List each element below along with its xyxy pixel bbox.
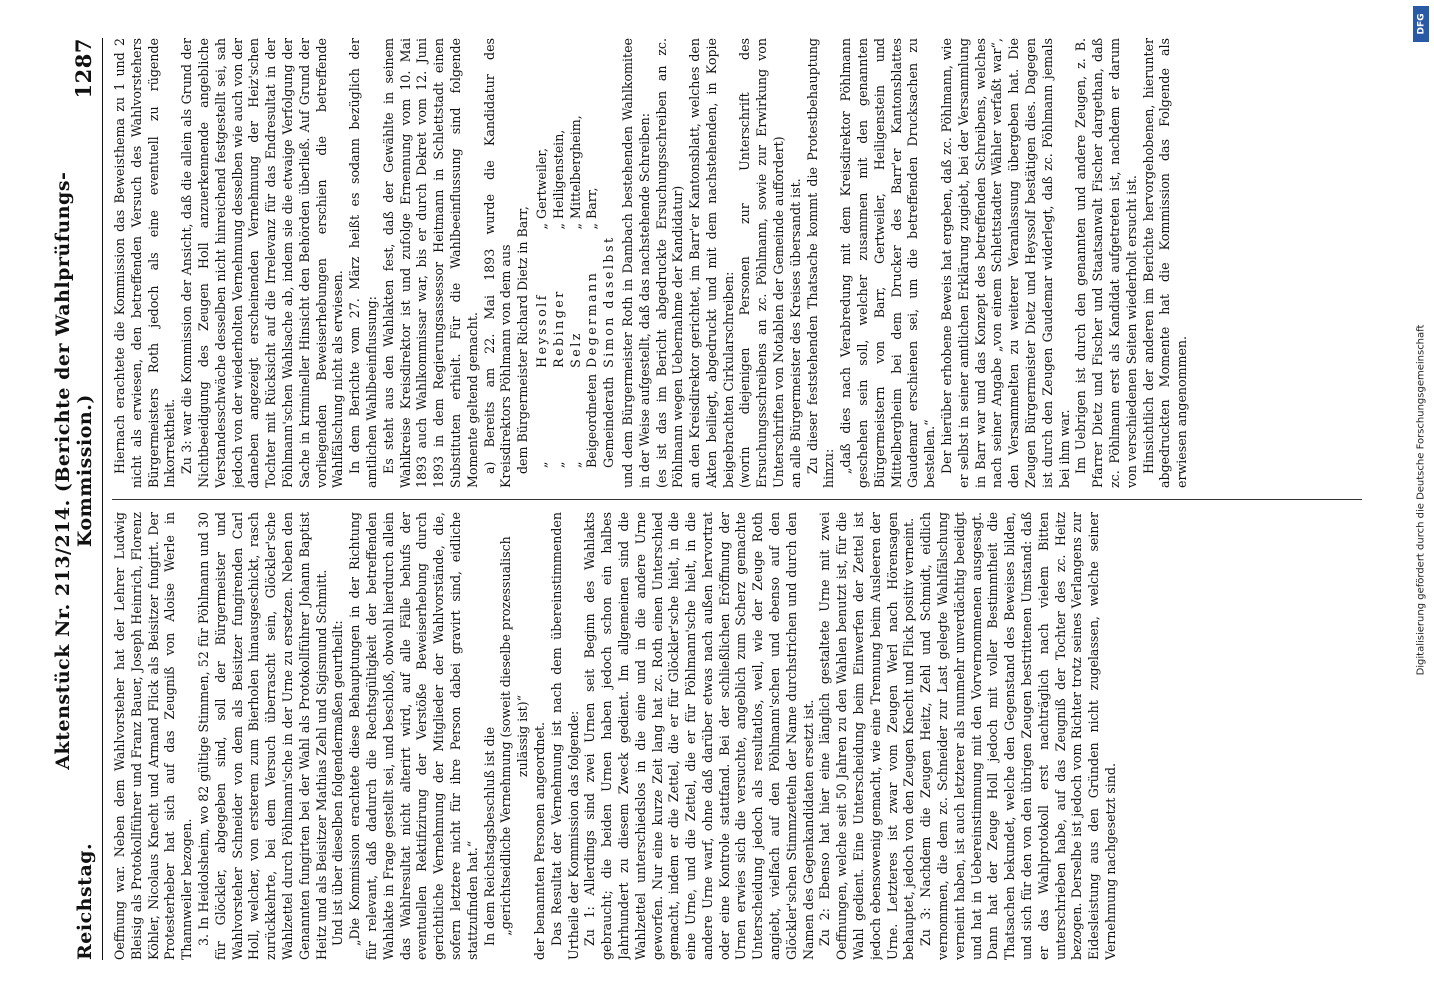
paragraph: Hinsichtlich der anderen im Berichte hervorgehobenen, hierunter abgedruckten Momente hat die Kommission das Folgende als erwiesen angenommen. [1140,38,1190,488]
paragraph: (es ist das im Bericht abgedruckte Ersuchungsschreiben an zc. Pöhlmann wegen Uebernahme der Kandidatur) [653,38,686,488]
paragraph: der benannten Personen angeordnet. [531,721,547,960]
header-left: Reichstag. [74,842,96,960]
paragraph: Es steht aus den Wahlakten fest, daß der Gewählte in seinem Wahlkreise Kreisdirektor ist und zufolge Ernennung vom 10. Mai 1893 auch Wahlkommissar war, bis er durch Dekret vom 12. Juni 1893 in dem Regierungsassessor Heitmann in Schlettstadt einen Substituten erhielt. Für die Wahlbeeinflussung sind folgende Momente geltend gemacht. [380,38,480,488]
names-cell-place: „ Mittelbergheim, [567,115,583,230]
names-cell-prefix: „ [550,461,566,468]
paragraph: und dem Bürgermeister Roth in Dambach bestehenden Wahlkomitee in der Weise aufgestellt, daß das nachstehende Schreiben: [619,38,652,488]
paragraph: Und ist über dieselben folgendermaßen geurtheilt: [330,620,346,946]
paragraph: In dem Reichstagsbeschluß ist die [481,726,497,946]
names-cell-prefix: „ [567,461,583,468]
left-column [112,512,1362,960]
paragraph: Zu 2: Ebenso hat hier eine länglich gestaltete Urne mit zwei Oeffnungen, welche seit 50 Jahren zu den Wahlen benutzt ist, für die Wahl gedient. Eine Unterscheidung beim Einwerfen der Zettel ist jedoch ebensowenig gemacht, wie eine Trennung beim Ausleeren der Urne. Letzteres ist zwar vom Zeugen Werl nach Hörensagen behauptet, jedoch von den Zeugen Knecht und Flick positiv verneint. [817,512,917,960]
paragraph: a) Bereits am 22. Mai 1893 wurde die Kandidatur des Kreisdirektors Pöhlmann von dem aus [481,38,514,488]
paragraph: „Die Kommission erachtete diese Behauptungen in der Richtung für relevant, daß dadurch die Rechtsgültigkeit der betreffenden Wahlakte in Frage gestellt sei, und beschloß, obwohl hierdurch allein das Wahlresultat nicht alterirt wird, auf alle Fälle behufs der eventuellen Rektifizirung der Verstöße Beweiserhebung durch gerichtliche Vernehmung der Mitglieder der Wahlvorstände, die, sofern letztere nicht für ihre Person dabei gravirt sind, eidliche stattzufinden hat.“ [347,512,480,960]
names-cell-place [601,109,618,229]
paragraph: Oeffnung war. Neben dem Wahlvorsteher hat der Lehrer Ludwig Bleisig als Protokollführer und Franz Bauer, Joseph Heinrich, Florenz Köhler, Nicolaus Knecht und Armand Flick als Beisitzer fungirt. Der Protesterheber hat sich auf das Zeugniß von Aloise Werle in Thannweiler bezogen. [112,512,195,960]
names-cell-place: „ Gertweiler, [533,147,549,230]
names-row [568,109,585,468]
dfg-credit-text: Digitalisierung gefördert durch die Deutsche Forschungsgemeinschaft [1415,324,1427,676]
names-row [534,109,551,468]
names-cell-place: „ Heiligenstein, [550,129,566,230]
names-cell-name: Selz [567,331,583,368]
paragraph: Zu 1: Allerdings sind zwei Urnen seit Beginn des Wahlakts gebraucht; die beiden Urnen haben jedoch schon ein halbes Jahrhundert zu diesem Zweck gedient. Im allgemeinen sind die Wahlzettel unterschiedslos in die eine und in die andere Urne geworfen. Nur eine kurze Zeit lang hat zc. Roth einen Unterschied gemacht, indem er die Zettel, die er für Glöckler'sche hielt, in die eine Urne, und die Zettel, die er für Pöhlmann'sche hielt, in die andere Urne warf, ohne daß darüber etwas nach außen hervortrat oder eine Kontrole stattfand. Bei der schließlichen Eröffnung der Urnen erwies sich die versuchte, angeblich zum Scherz gemachte Unterscheidung jedoch als resultatlos, weil, wie der Zeuge Roth angiebt, vielfach auf den Pöhlmann'schen und ebenso auf den Glöckler'schen Stimmzetteln der Name durchstrichen und durch den Namen des Gegenkandidaten ersetzt ist. [582,512,816,960]
names-cell-name: Degermann [584,270,600,368]
paragraph: Zu 3: Nachdem die Zeugen Heitz, Zehl und Schmidt, eidlich vernommen, die dem zc. Schneider zur Last gelegte Wahlfälschung verneint haben, ist auch letzterer als nunmehr unverdächtig beeidigt und hat in Uebereinstimmung mit den Vorvernommenen ausgesagt. Dann hat der Zeuge Holl jedoch mit voller Bestimmtheit die Thatsachen bekundet, welche den Gegenstand des Beweises bilden, und sich für den von den übrigen Zeugen bestrittenen Umstand: daß er das Wahlprotokoll erst nachträglich nach vielem Bitten unterschrieben habe, auf das Zeugniß der Tochter des zc. Heitz bezogen. Derselbe ist jedoch vom Richter trotz seines Verlangens zur Eidesleistung aus den Gründen nicht zugelassen, welche seiner Vernehmung nachgesetzt sind. [918,512,1119,960]
paragraph: Zu dieser feststehenden Thatsache kommt die Protestbehauptung hinzu: [804,38,837,488]
names-cell-prefix: „ [533,461,549,468]
dfg-logo [1413,6,1429,42]
page-header [52,38,96,960]
paragraph: Das Resultat der Vernehmung ist nach dem übereinstimmenden Urtheile der Kommission das folgende: [548,512,581,960]
paragraph: In dem Berichte vom 27. März heißt es sodann bezüglich der amtlichen Wahlbeeinflussung: [347,38,379,488]
paragraph: Der hierüber erhobene Beweis hat ergeben, daß zc. Pöhlmann, wie er selbst in seiner amtlichen Erklärung zugiebt, bei der Versammlung in Barr war und das Konzept des betreffenden Schreibens, welches nach seiner Angabe „von einem Schlettstadter Wähler verfaßt war“, den Versammelten zu weiterer Veranlassung übergeben hat. Die Zeugen Bürgermeister Dietz und Heyssolf bestätigen dies. Dagegen ist durch den Zeugen Gaudemar widerlegt, daß zc. Pöhlmann jemals bei ihm war. [939,38,1072,488]
right-column-part-1 [112,38,532,488]
names-row [551,109,568,468]
names-cell-prefix: Beigeordneten [584,373,600,468]
paragraph: Im Uebrigen ist durch den genannten und andere Zeugen, z. B. Pfarrer Dietz und Fischer und Staatsanwalt Fischer dargethan, daß zc. Pöhlmann erst als Kandidat aufgetreten ist, nachdem er darum von verschiedenen Seiten wiederholt ersucht ist. [1073,38,1139,488]
paragraph: 3. In Heidolsheim, wo 82 gültige Stimmen, 52 für Pöhlmann und 30 für Glöckler, abgegeben sind, soll der Bürgermeister und Wahlvorsteher Schneider von dem als Beisitzer fungirenden Carl Holl, welcher, von ersterem zum Bierholen hinausgeschickt, rasch zurückkehrte, bei dem Versuch überrascht sein, Glöckler'sche Wahlzettel durch Pöhlmann'sche in der Urne zu ersetzen. Neben den Genannten fungirten bei der Wahl als Protokollführer Johann Baptist Heitz und als Beisitzer Mathias Zehl und Sigismund Schmitt. [195,512,329,960]
right-column-part-2 [620,38,1191,488]
paragraph: dem Bürgermeister Richard Dietz in Barr, [515,206,531,474]
header-rule [102,38,103,960]
names-cell-name: Heyssolf [533,293,549,368]
paragraph: (worin diejenigen Personen zur Unterschrift des Ersuchungsschreibens an zc. Pöhlmann, sowie zur Erwirkung von Unterschriften von Notablen der Gemeinde auffordert) [737,38,787,488]
names-row [584,109,601,468]
paragraph: Hiernach erachtete die Kommission das Beweisthema zu 1 und 2 nicht als erwiesen, den betreffenden Versuch des Wahlvorstehers Bürgermeisters Roth jedoch als eine eventuell zu rügende Inkorrektheit. [112,38,178,488]
dfg-sidebar [1410,0,1432,1000]
column-divider [112,499,1362,500]
names-cell-place: „ Barr, [584,187,600,230]
dfg-logo-text: DFG [1416,13,1427,35]
names-cell-prefix: Gemeinderath [601,376,617,468]
names-table [534,109,618,468]
paragraph: „daß dies nach Verabredung mit dem Kreisdirektor Pöhlmann geschehen sein soll, welcher zusammen mit den genannten Bürgermeistern von Barr, Gertweiler, Heiligenstein und Mittelbergheim bei dem Drucker des Barr'er Kantonsblattes Gaudemar erschienen sei, um die betreffenden Drucksachen zu bestellen.“ [838,38,938,488]
page-number: 1287 [71,38,96,99]
names-cell-name: Rebinger [550,289,566,368]
header-title: Aktenstück Nr. 213/214. (Berichte der Wahlprüfungs-Kommission.) [52,171,96,770]
names-cell-name: Simon daselbst [601,235,617,368]
paragraph: an den Kreisdirektor gerichtet, im Barr'er Kantonsblatt, welches den Akten beiliegt, abgedruckt und mit dem nachstehenden, in Kopie beigebrachten Cirkularschreiben: [687,38,736,488]
paragraph: an alle Bürgermeister des Kreises übersandt ist. [787,178,803,488]
paragraph: Zu 3: war die Kommission der Ansicht, daß die allein als Grund der Nichtbeeidigung des Zeugen Holl anzuerkennende angebliche Verstandesschwäche desselben nicht hinreichend festgestellt sei, sah jedoch von der wiederholten Vernehmung desselben wie auch von der daneben angezeigt erscheinenden Vernehmung der Heiz'schen Tochter mit Rücksicht auf die Irrelevanz für das Endresultat in der Pöhlmann'schen Wahlsache ab, indem sie die etwaige Verfolgung der Sache in krimineller Hinsicht den Behörden überließ. Auf Grund der vorliegenden Beweiserhebungen erschien die betreffende Wahlfälschung nicht als erwiesen. [179,38,346,488]
right-column [112,38,1362,488]
paragraph: „gerichtseidliche Vernehmung (soweit dieselbe prozessualisch zulässig ist)“ [498,536,531,936]
names-row [601,109,618,468]
